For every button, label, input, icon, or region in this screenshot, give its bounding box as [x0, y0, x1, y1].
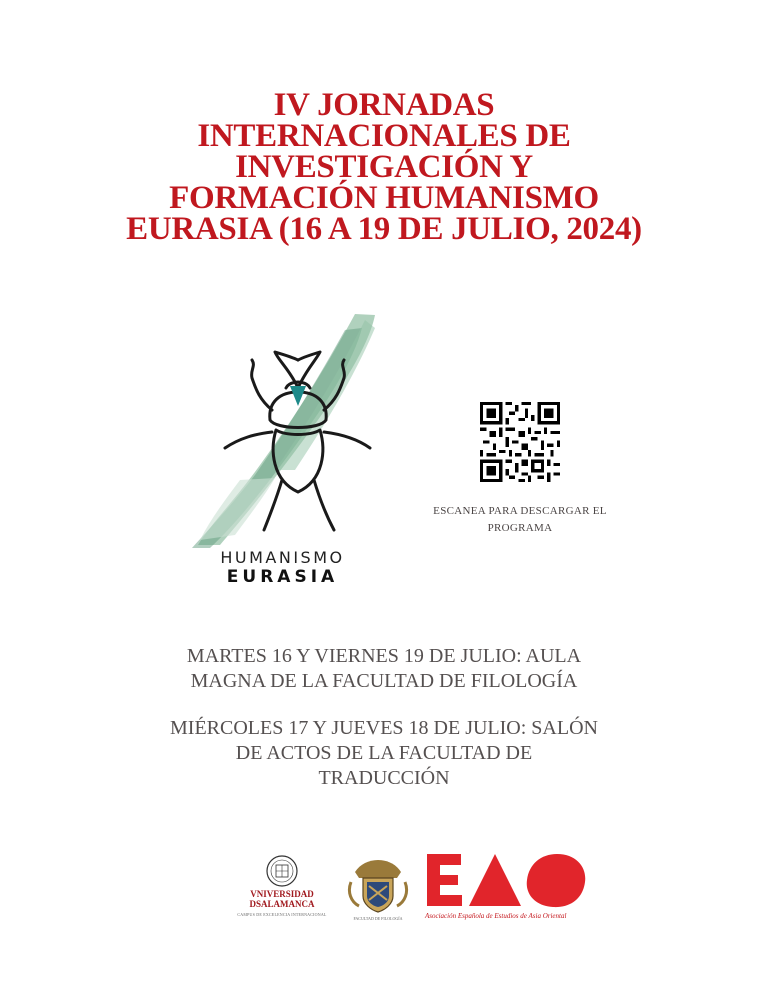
filologia-label: FACULTAD DE FILOLOGÍA	[353, 916, 403, 921]
universidad-salamanca-logo	[232, 855, 332, 925]
venue-2-line-1: MIÉRCOLES 17 Y JUEVES 18 DE JULIO: SALÓN	[170, 717, 598, 739]
venue-block-2	[90, 716, 678, 791]
logo-eurasia-text: EURASIA	[226, 567, 339, 587]
eao-subtitle: Asociación Española de Estudios de Asia Oriental	[425, 912, 567, 920]
event-title	[60, 87, 708, 247]
title-line-2: INTERNACIONALES DE	[197, 118, 571, 154]
venue-2-line-3: TRADUCCIÓN	[318, 767, 450, 789]
venue-2-line-2: DE ACTOS DE LA FACULTAD DE	[235, 742, 533, 764]
title-line-1: IV JORNADAS	[273, 87, 495, 123]
usal-name	[232, 889, 332, 909]
title-line-5: EURASIA (16 A 19 DE JULIO, 2024)	[126, 211, 642, 247]
humanismo-eurasia-logo	[180, 300, 390, 590]
qr-caption-line-1: ESCANEA PARA DESCARGAR EL	[433, 505, 607, 517]
qr-code-icon[interactable]	[480, 402, 560, 482]
title-line-4: FORMACIÓN HUMANISMO	[169, 180, 599, 216]
venue-1-line-1: MARTES 16 Y VIERNES 19 DE JULIO: AULA	[186, 645, 582, 667]
venue-block-1	[90, 644, 678, 694]
filologia-crest-icon	[345, 852, 411, 914]
usal-seal-icon	[232, 855, 332, 889]
qr-caption-line-2: PROGRAMA	[487, 522, 553, 534]
eao-letters-icon	[425, 850, 590, 910]
logo-humanismo-text: HUMANISMO	[220, 548, 345, 567]
usal-subtitle: CAMPUS DE EXCELENCIA INTERNACIONAL	[237, 912, 327, 917]
venue-1-line-2: MAGNA DE LA FACULTAD DE FILOLOGÍA	[190, 670, 578, 692]
usal-name-line-1: VNIVERSIDAD	[250, 889, 314, 899]
usal-name-line-2: DSALAMANCA	[249, 899, 315, 909]
qr-caption	[420, 503, 620, 537]
title-line-3: INVESTIGACIÓN Y	[235, 149, 533, 185]
eao-logo	[425, 850, 590, 925]
facultad-filologia-logo	[345, 852, 411, 924]
beetle-icon	[180, 300, 390, 550]
